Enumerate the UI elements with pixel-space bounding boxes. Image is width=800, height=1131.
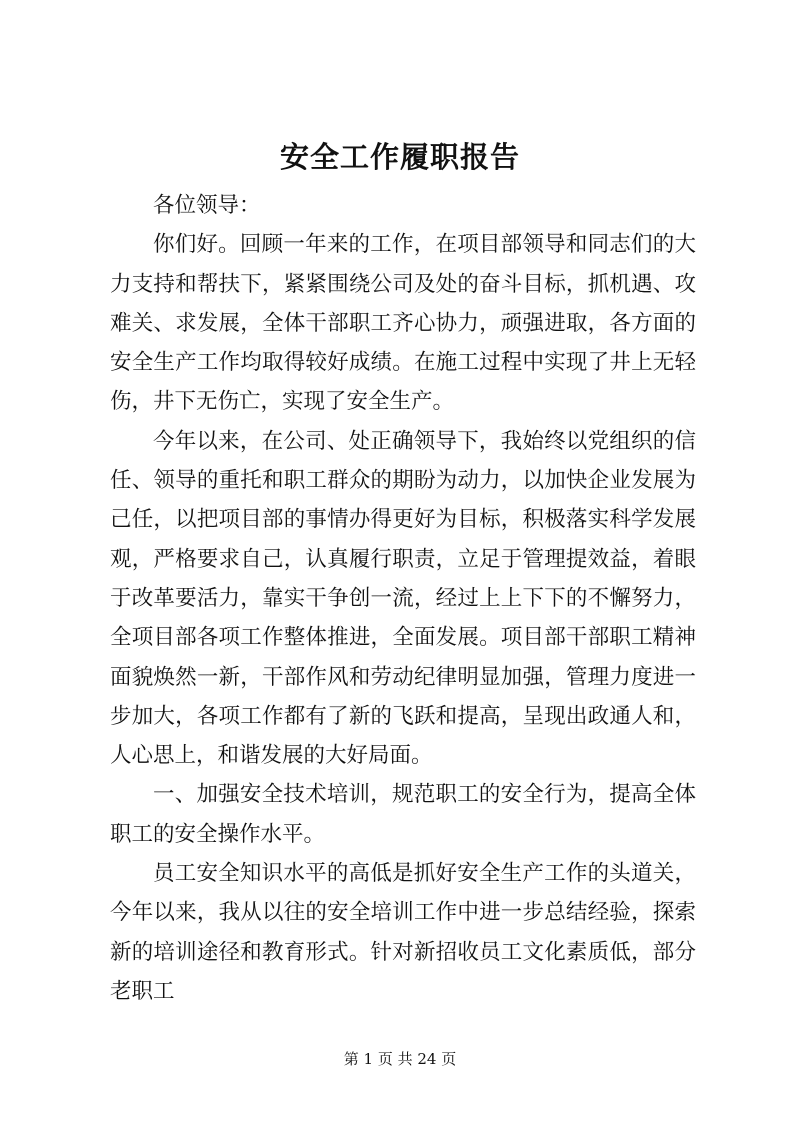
section-heading-1: 一、加强安全技术培训，规范职工的安全行为，提高全体职工的安全操作水平。 — [110, 782, 696, 847]
page-footer: 第 1 页 共 24 页 — [343, 1050, 457, 1068]
document-title: 安全工作履职报告 — [279, 140, 520, 174]
paragraph-training: 员工安全知识水平的高低是抓好安全生产工作的头道关，今年以来，我从以往的安全培训工作中进一步总结经验，探索新的培训途径和教育形式。针对新招收员工文化素质低，部分老职工 — [110, 861, 696, 1004]
paragraph-overview: 今年以来，在公司、处正确领导下，我始终以党组织的信任、领导的重托和职工群众的期盼为动力，以加快企业发展为己任，以把项目部的事情办得更好为目标，积极落实科学发展观，严格要求自己，认真履行职责，立足于管理提效益，着眼于改革要活力，靠实干争创一流，经过上上下下的不懈努力，全项目部各项工作整体推进，全面发展。项目部干部职工精神面貌焕然一新，干部作风和劳动纪律明显加强，管理力度进一步加大，各项工作都有了新的飞跃和提高，呈现出政通人和，人心思上，和谐发展的大好局面。 — [110, 428, 696, 769]
paragraph-greeting: 你们好。回顾一年来的工作，在项目部领导和同志们的大力支持和帮扶下，紧紧围绕公司及处的奋斗目标，抓机遇、攻难关、求发展，全体干部职工齐心协力，顽强进取，各方面的安全生产工作均取得较好成绩。在施工过程中实现了井上无轻伤，井下无伤亡，实现了安全生产。 — [110, 232, 696, 415]
salutation: 各位领导： — [153, 193, 261, 218]
document-body — [110, 186, 696, 1011]
